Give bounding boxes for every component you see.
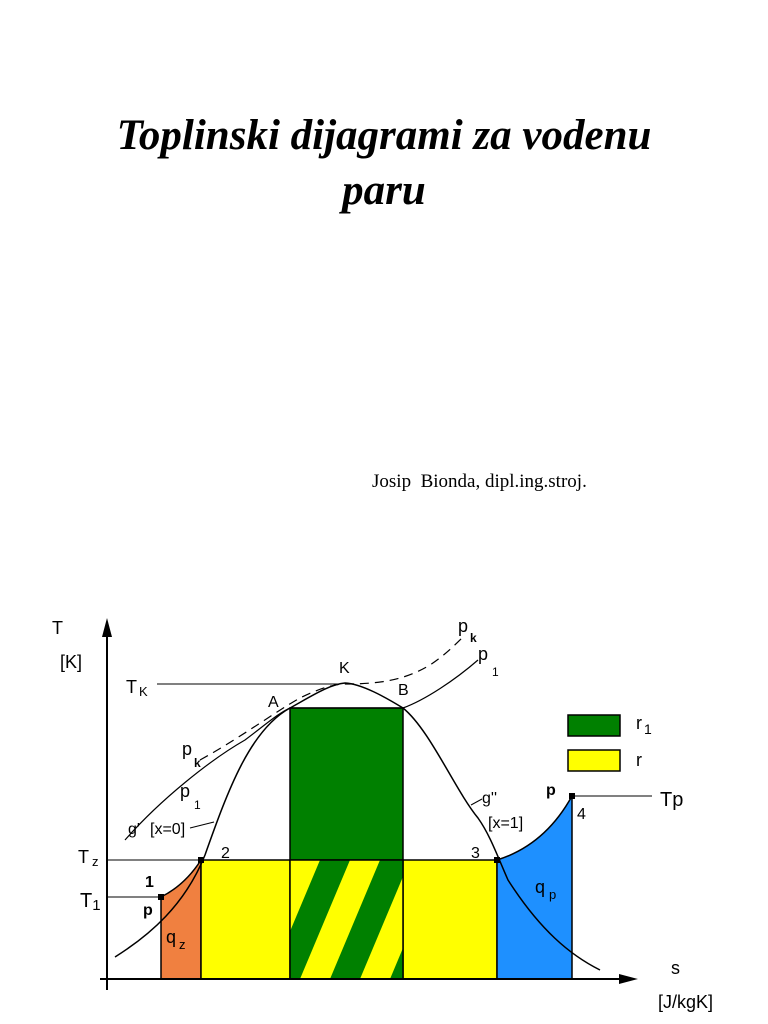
tk-label: T K bbox=[126, 677, 148, 699]
t-axis-symbol: T bbox=[52, 618, 63, 638]
point-4-marker bbox=[569, 793, 575, 799]
area-r-left bbox=[201, 860, 290, 979]
point-2-marker bbox=[198, 857, 204, 863]
p-low-label: p bbox=[143, 902, 153, 919]
qp-label: q $_p$ bbox=[535, 877, 557, 902]
area-r1 bbox=[290, 708, 403, 860]
legend bbox=[568, 713, 652, 771]
pk-left-label: $p_k$ bbox=[182, 739, 201, 770]
author-line: Josip Bionda, dipl.ing.stroj. bbox=[372, 471, 587, 492]
x0-label: [x=0] bbox=[150, 821, 186, 838]
tp-label: Tp bbox=[660, 789, 684, 811]
point-4-label: 4 bbox=[577, 806, 586, 823]
point-1-marker bbox=[158, 894, 164, 900]
p-high-label: p bbox=[546, 782, 556, 799]
x1-leader bbox=[471, 799, 482, 805]
x1-label: [x=1] bbox=[488, 815, 524, 832]
point-b-label: B bbox=[398, 682, 409, 699]
point-1-label: 1 bbox=[145, 874, 154, 891]
p1-top-label: $p_1$ bbox=[478, 644, 499, 679]
p1-left-label: $p_1$ bbox=[180, 781, 201, 812]
area-r-right bbox=[403, 860, 497, 979]
qz-label: q $_z$ bbox=[166, 927, 186, 952]
title-line-1: Toplinski dijagrami za vodenu bbox=[116, 112, 652, 159]
ts-diagram bbox=[0, 600, 768, 1024]
x0-leader bbox=[190, 822, 214, 828]
point-3-label: 3 bbox=[471, 845, 480, 862]
point-k-label: K bbox=[339, 660, 350, 677]
pk-top-label: $p_k$ bbox=[458, 616, 477, 645]
point-a-label: A bbox=[268, 694, 279, 711]
point-2-label: 2 bbox=[221, 845, 230, 862]
t1-label: T1 bbox=[80, 890, 101, 914]
title-line-2: paru bbox=[342, 167, 426, 214]
slide-title bbox=[40, 108, 728, 218]
area-qz bbox=[161, 860, 201, 979]
t-axis-unit: [K] bbox=[60, 652, 83, 672]
tz-label: T z bbox=[78, 847, 99, 869]
g2-label: g'' bbox=[482, 790, 498, 807]
legend-swatch-r bbox=[568, 750, 620, 771]
s-axis-symbol: s bbox=[671, 958, 680, 978]
legend-label-r1: r $_1$ bbox=[636, 713, 652, 737]
legend-label-r: r bbox=[636, 750, 642, 770]
s-axis-unit: [J/kgK] bbox=[658, 992, 714, 1012]
s-axis-arrow bbox=[619, 974, 638, 984]
t-axis-arrow bbox=[102, 618, 112, 637]
legend-swatch-r1 bbox=[568, 715, 620, 736]
g1-label: g' bbox=[128, 821, 140, 838]
point-3-marker bbox=[494, 857, 500, 863]
